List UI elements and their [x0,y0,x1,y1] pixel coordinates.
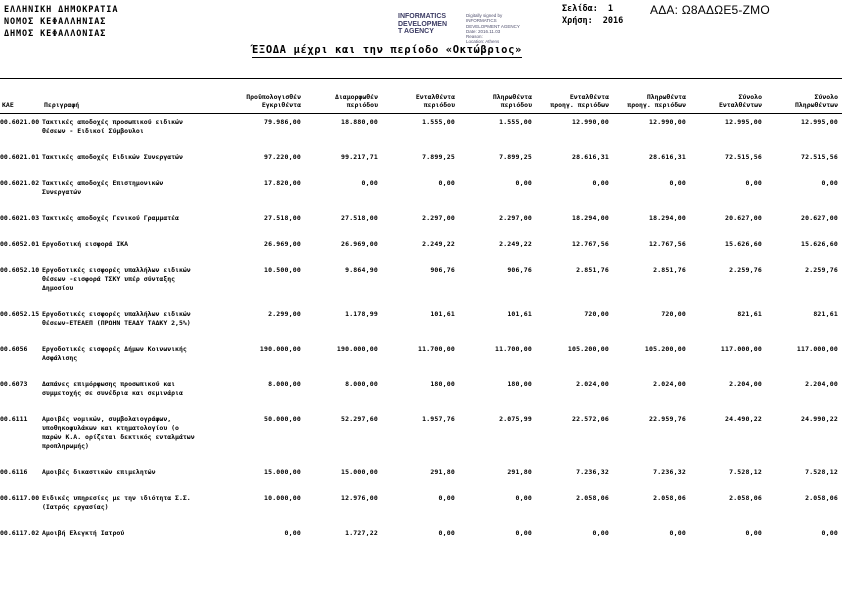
row-code: 00.6052.15 [0,310,40,318]
cell-adjusted: 15.000,00 [340,468,378,476]
cell-paid-period: 291,80 [507,468,532,476]
cell-paid-period: 906,76 [507,266,532,274]
cell-budgeted: 97.220,00 [263,153,301,161]
column-header-total-paid: Σύνολο Πληρωθέντων [766,79,842,114]
cell-ordered-period: 7.899,25 [422,153,455,161]
table-row [0,464,842,490]
column-header-ordered-period: Ενταλθέντα περιόδου [382,79,459,114]
cell-paid-previous: 18.294,00 [648,214,686,222]
table-row [0,149,842,175]
cell-budgeted: 190.000,00 [259,345,301,353]
cell-total-ordered: 2.204,00 [729,380,762,388]
row-code: 00.6021.02 [0,179,40,187]
table-body [0,114,842,552]
table-row [0,114,842,150]
cell-adjusted: 9.864,90 [345,266,378,274]
cell-paid-period: 2.297,00 [499,214,532,222]
cell-adjusted: 8.000,00 [345,380,378,388]
cell-paid-previous: 12.990,00 [648,118,686,126]
cell-paid-previous: 0,00 [669,529,686,537]
stamp-signature-details: Digitally signed by INFORMATICS DEVELOPMENT AGENCY Date: 2016.11.03 Reason: Location: Athens [466,13,520,45]
cell-paid-period: 0,00 [515,529,532,537]
row-description: Εργοδοτική εισφορά ΙΚΑ [42,240,129,248]
org-line-country: ΕΛΛΗΝΙΚΗ ΔΗΜΟΚΡΑΤΙΑ [4,5,119,15]
cell-ordered-previous: 0,00 [592,179,609,187]
cell-ordered-previous: 720,00 [584,310,609,318]
cell-budgeted: 15.000,00 [263,468,301,476]
cell-budgeted: 10.000,00 [263,494,301,502]
cell-ordered-previous: 2.024,00 [576,380,609,388]
row-code: 00.6021.00 [0,118,40,126]
cell-ordered-period: 101,61 [430,310,455,318]
cell-adjusted: 190.000,00 [336,345,378,353]
cell-total-paid: 2.259,76 [805,266,838,274]
fiscal-year-line [562,15,623,27]
cell-adjusted: 26.969,00 [340,240,378,248]
cell-total-paid: 15.626,60 [800,240,838,248]
cell-adjusted: 18.880,00 [340,118,378,126]
cell-ordered-previous: 12.767,56 [571,240,609,248]
cell-adjusted: 99.217,71 [340,153,378,161]
row-description: Τακτικές αποδοχές Ειδικών Συνεργατών [42,153,183,161]
cell-paid-period: 1.555,00 [499,118,532,126]
cell-total-ordered: 0,00 [745,179,762,187]
cell-ordered-period: 0,00 [438,529,455,537]
cell-total-ordered: 7.528,12 [729,468,762,476]
row-code: 00.6073 [0,380,28,388]
cell-paid-previous: 12.767,56 [648,240,686,248]
row-description: Εργοδοτικές εισφορές υπαλλήλων ειδικών θέσεων -εισφορά ΤΣΚΥ υπέρ σύνταξης Δημοσίου [42,266,191,292]
cell-budgeted: 2.299,00 [268,310,301,318]
org-line-prefecture: ΝΟΜΟΣ ΚΕΦΑΛΛΗΝΙΑΣ [4,17,107,27]
cell-adjusted: 0,00 [361,179,378,187]
cell-total-paid: 2.204,00 [805,380,838,388]
cell-budgeted: 50.000,00 [263,415,301,423]
table-row [0,210,842,236]
stamp-agency-name: INFORMATICS DEVELOPMEN T AGENCY [398,13,448,35]
page-number-label: Σελίδα: [562,4,598,14]
cell-budgeted: 79.986,00 [263,118,301,126]
cell-ordered-previous: 7.236,32 [576,468,609,476]
page-number-value: 1 [607,4,613,14]
cell-ordered-period: 906,76 [430,266,455,274]
row-code: 00.6117.00 [0,494,40,502]
row-description: Εργοδοτικές εισφορές Δήμων Κοινωνικής Ασφάλισης [42,345,187,362]
cell-paid-previous: 2.851,76 [653,266,686,274]
cell-total-paid: 12.995,00 [800,118,838,126]
cell-budgeted: 0,00 [284,529,301,537]
org-line-municipality: ΔΗΜΟΣ ΚΕΦΑΛΛΟΝΙΑΣ [4,29,107,39]
fiscal-year-value: 2016 [602,16,624,26]
cell-paid-period: 2.249,22 [499,240,532,248]
column-header-adjusted: Διαμορφωθέν περιόδου [305,79,382,114]
cell-total-paid: 2.058,06 [805,494,838,502]
page-number-line [562,3,623,15]
cell-total-paid: 72.515,56 [800,153,838,161]
cell-ordered-period: 2.249,22 [422,240,455,248]
cell-paid-previous: 2.058,06 [653,494,686,502]
cell-ordered-period: 0,00 [438,179,455,187]
row-description: Τακτικές αποδοχές Επιστημονικών Συνεργατών [42,179,164,196]
table-row [0,306,842,341]
table-row [0,175,842,210]
table-header-row [0,79,842,114]
row-description: Τακτικές αποδοχές προσωπικού ειδικών θέσεων - Ειδικοί Σύμβουλοι [42,118,183,135]
column-header-ordered-previous: Ενταλθέντα προηγ. περιόδων [536,79,613,114]
cell-ordered-period: 180,00 [430,380,455,388]
cell-ordered-previous: 28.616,31 [571,153,609,161]
cell-total-ordered: 117.000,00 [720,345,762,353]
column-header-kae: ΚΑΕ [0,79,42,114]
table-row [0,490,842,525]
cell-total-paid: 117.000,00 [796,345,838,353]
fiscal-year-label: Χρήση: [562,16,593,26]
cell-adjusted: 1.727,22 [345,529,378,537]
cell-paid-period: 180,00 [507,380,532,388]
cell-total-paid: 821,61 [813,310,838,318]
cell-ordered-previous: 2.058,06 [576,494,609,502]
row-description: Ειδικές υπηρεσίες με την ιδιότητα Σ.Σ. (Ιατρός εργασίας) [42,494,191,511]
row-code: 00.6117.02 [0,529,40,537]
cell-total-ordered: 2.058,06 [729,494,762,502]
cell-total-ordered: 2.259,76 [729,266,762,274]
cell-ordered-previous: 105.200,00 [567,345,609,353]
cell-total-ordered: 12.995,00 [724,118,762,126]
cell-adjusted: 52.297,60 [340,415,378,423]
cell-total-paid: 0,00 [821,529,838,537]
cell-paid-period: 2.075,99 [499,415,532,423]
cell-ordered-previous: 0,00 [592,529,609,537]
cell-paid-previous: 720,00 [661,310,686,318]
cell-total-ordered: 20.627,00 [724,214,762,222]
cell-adjusted: 12.976,00 [340,494,378,502]
cell-total-paid: 24.990,22 [800,415,838,423]
cell-total-ordered: 24.490,22 [724,415,762,423]
row-description: Αμοιβές δικαστικών επιμελητών [42,468,156,476]
table-row [0,236,842,262]
cell-budgeted: 27.518,00 [263,214,301,222]
page-meta [562,3,623,27]
cell-ordered-previous: 12.990,00 [571,118,609,126]
row-description: Αμοιβή Ελεγκτή Ιατρού [42,529,125,537]
cell-adjusted: 27.518,00 [340,214,378,222]
cell-ordered-previous: 18.294,00 [571,214,609,222]
report-title: ΈΞΟΔΑ μέχρι και την περίοδο «Οκτώβριος» [252,44,522,56]
cell-total-paid: 7.528,12 [805,468,838,476]
organization-block [4,4,118,40]
cell-paid-period: 0,00 [515,494,532,502]
digital-signature-stamp [398,13,520,45]
cell-total-paid: 20.627,00 [800,214,838,222]
column-header-paid-period: Πληρωθέντα περιόδου [459,79,536,114]
row-description: Αμοιβές νομικών, συμβολαιογράφων, υποθηκοφυλάκων και κτηματολογίου (ο παρών Κ.Α. ορίζεται δεκτικός ενταλμάτων προπληρωμής) [42,415,195,450]
cell-paid-period: 101,61 [507,310,532,318]
cell-ordered-previous: 22.572,06 [571,415,609,423]
cell-ordered-period: 2.297,00 [422,214,455,222]
cell-budgeted: 8.000,00 [268,380,301,388]
cell-budgeted: 17.820,00 [263,179,301,187]
cell-ordered-period: 11.700,00 [417,345,455,353]
cell-ordered-period: 1.957,76 [422,415,455,423]
cell-paid-previous: 0,00 [669,179,686,187]
table-row [0,341,842,376]
cell-paid-previous: 7.236,32 [653,468,686,476]
cell-ordered-period: 291,80 [430,468,455,476]
column-header-paid-previous: Πληρωθέντα προηγ. περιόδων [613,79,690,114]
cell-total-paid: 0,00 [821,179,838,187]
row-code: 00.6052.10 [0,266,40,274]
cell-total-ordered: 821,61 [737,310,762,318]
row-code: 00.6111 [0,415,28,423]
cell-adjusted: 1.178,99 [345,310,378,318]
column-header-total-ordered: Σύνολο Ενταλθέντων [690,79,766,114]
cell-budgeted: 10.500,00 [263,266,301,274]
cell-paid-previous: 28.616,31 [648,153,686,161]
row-code: 00.6052.01 [0,240,40,248]
row-code: 00.6056 [0,345,28,353]
row-description: Δαπάνες επιμόρφωσης προσωπικού και συμμετοχής σε συνέδρια και σεμινάρια [42,380,183,397]
table-row [0,376,842,411]
ada-code: ΑΔΑ: Ω8ΑΔΩΕ5-ΖΜΟ [650,3,770,17]
cell-paid-previous: 22.959,76 [648,415,686,423]
cell-total-ordered: 72.515,56 [724,153,762,161]
table-row [0,262,842,306]
cell-paid-period: 7.899,25 [499,153,532,161]
row-code: 00.6021.03 [0,214,40,222]
cell-paid-period: 11.700,00 [494,345,532,353]
cell-ordered-period: 0,00 [438,494,455,502]
row-code: 00.6021.01 [0,153,40,161]
cell-paid-previous: 105.200,00 [644,345,686,353]
cell-ordered-previous: 2.851,76 [576,266,609,274]
table-row [0,525,842,551]
expenses-table [0,78,842,551]
row-description: Τακτικές αποδοχές Γενικού Γραμματέα [42,214,179,222]
cell-budgeted: 26.969,00 [263,240,301,248]
cell-ordered-period: 1.555,00 [422,118,455,126]
row-code: 00.6116 [0,468,28,476]
cell-total-ordered: 0,00 [745,529,762,537]
column-header-description: Περιγραφή [42,79,228,114]
table-row [0,411,842,464]
cell-total-ordered: 15.626,60 [724,240,762,248]
column-header-budgeted: Προϋπολογισθέν Εγκριθέντα [228,79,305,114]
cell-paid-previous: 2.024,00 [653,380,686,388]
row-description: Εργοδοτικές εισφορές υπαλλήλων ειδικών θέσεων-ΕΤΕΑΕΠ (ΠΡΩΗΝ ΤΕΑΔΥ ΤΑΔΚΥ 2,5%) [42,310,191,327]
cell-paid-period: 0,00 [515,179,532,187]
